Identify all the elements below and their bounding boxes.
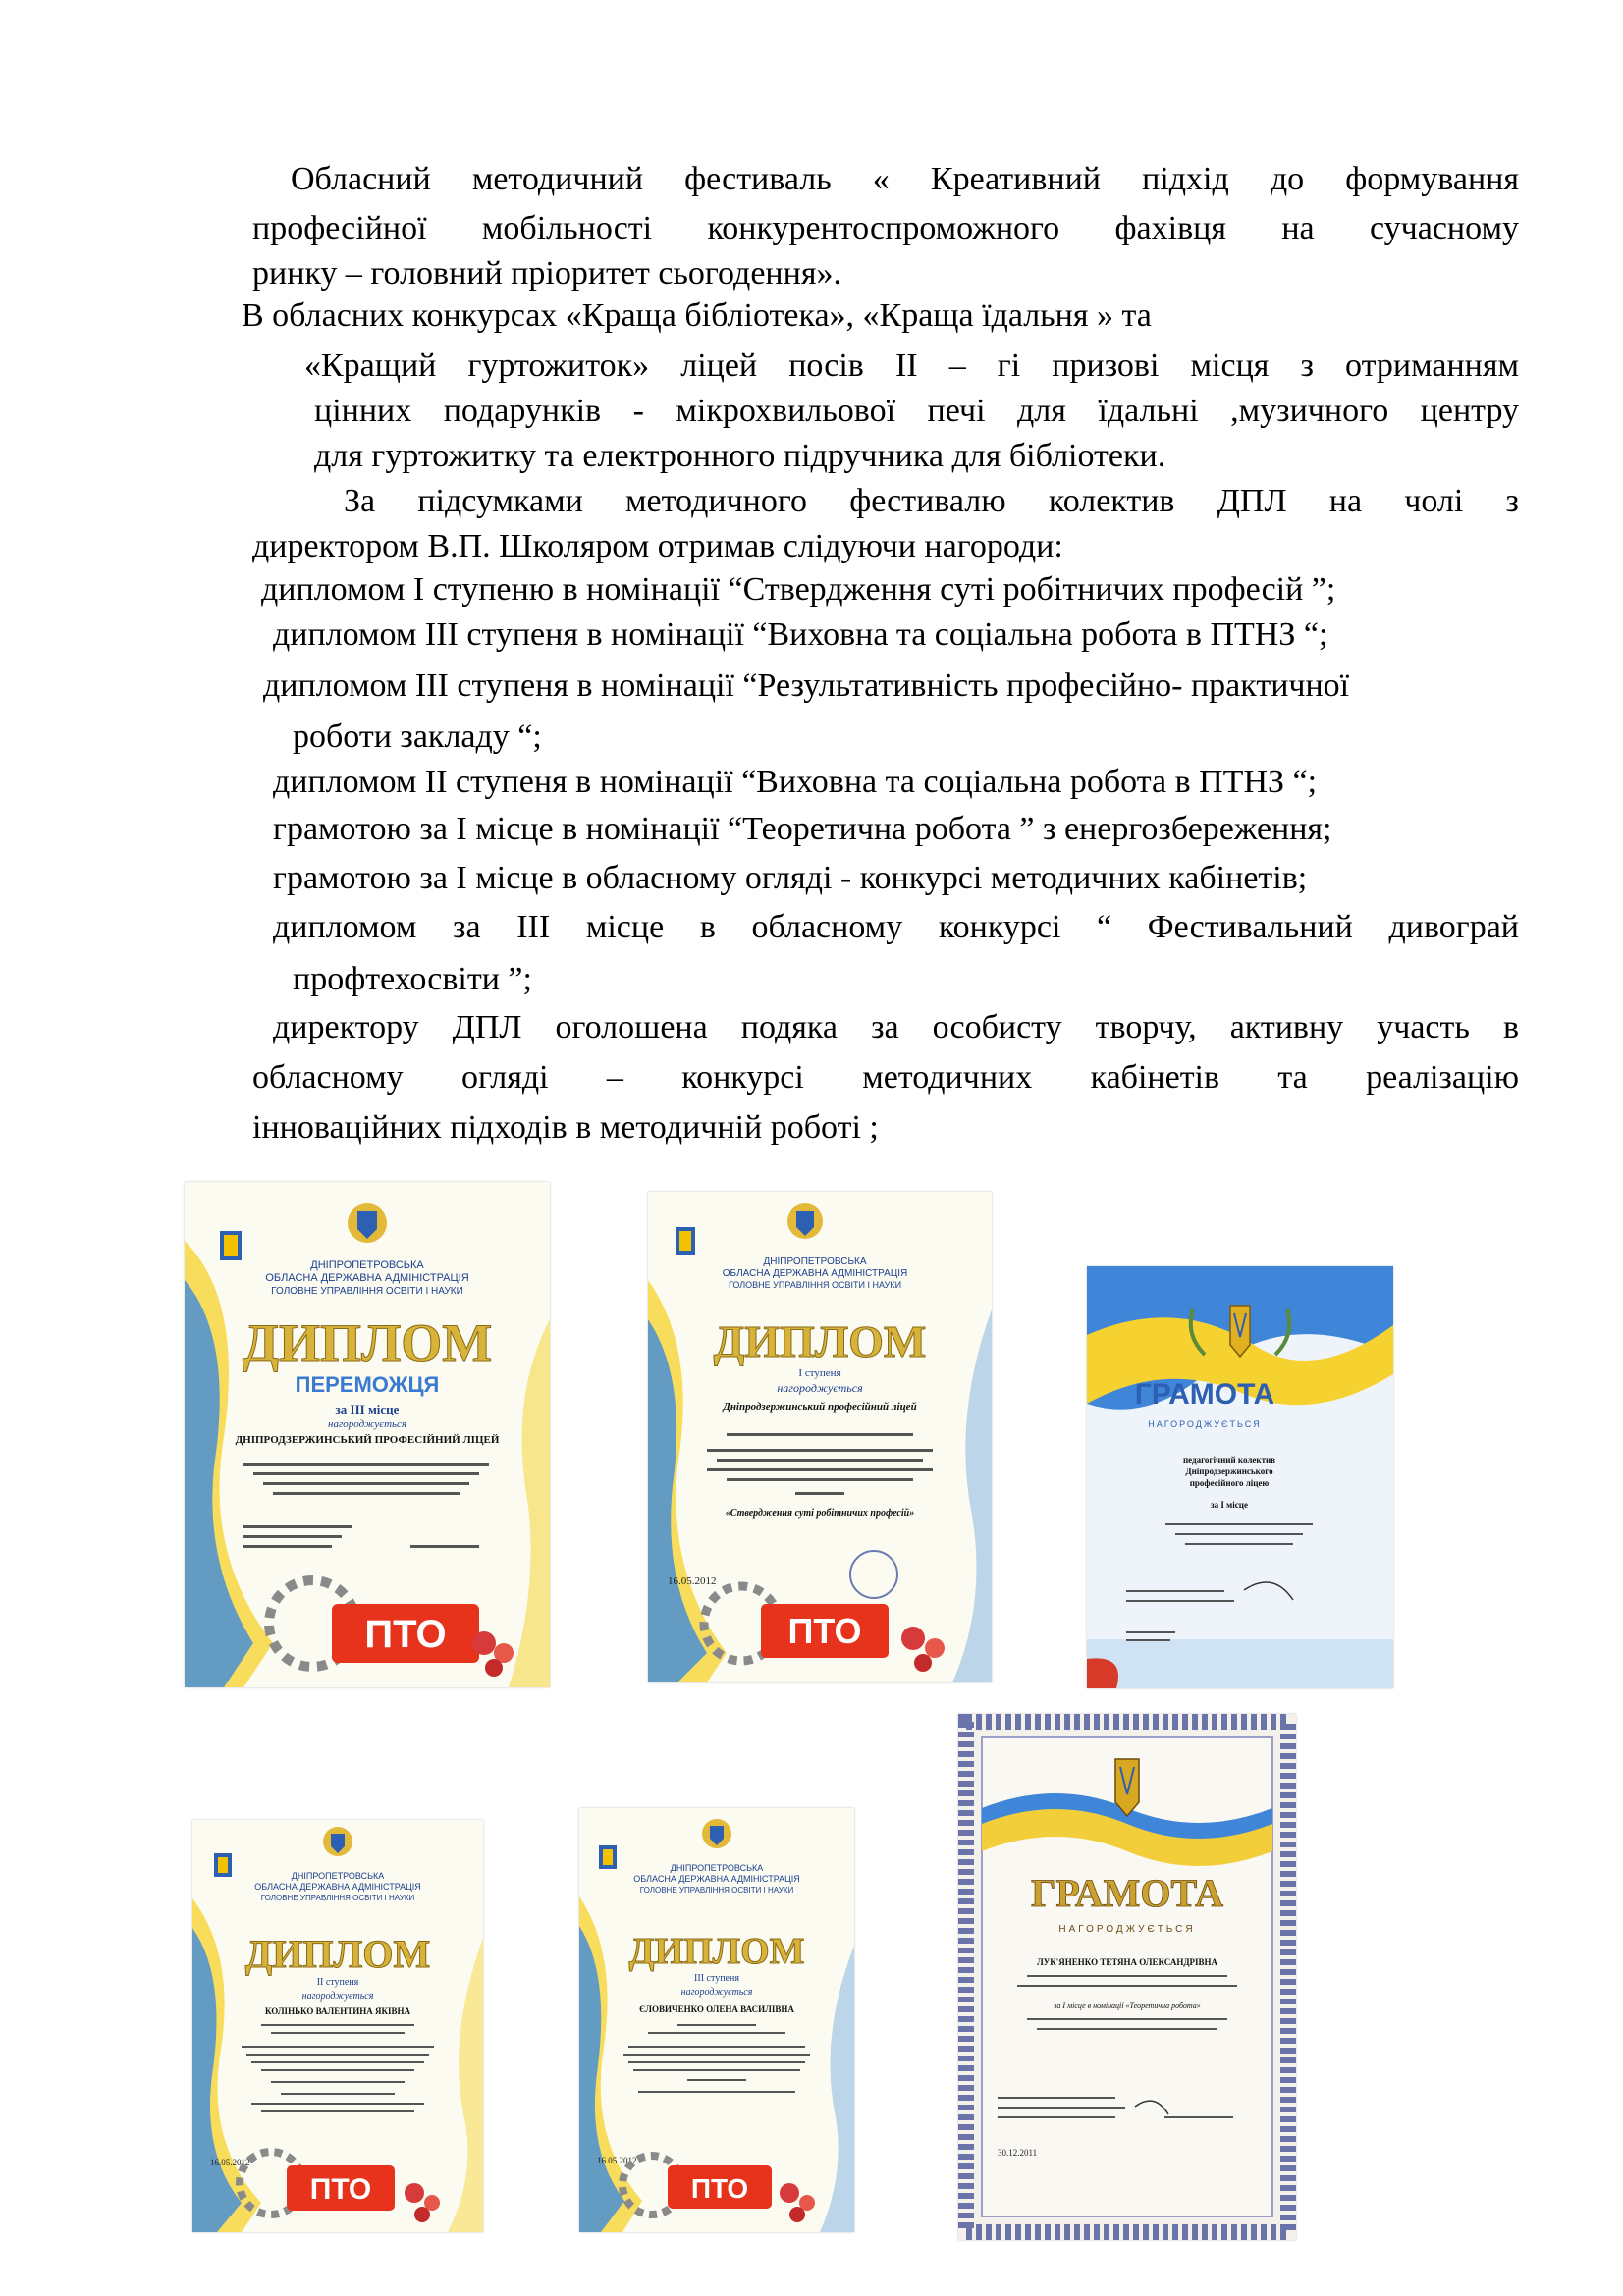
contests-line-3: цінних подарунків - мікрохвильової печі для їдальні ,музичного центру <box>314 393 1519 429</box>
cert-org-3: ГОЛОВНЕ УПРАВЛІННЯ ОСВІТИ І НАУКИ <box>271 1286 463 1297</box>
cert-subtitle: ПЕРЕМОЖЦЯ <box>295 1372 440 1397</box>
award-8-line-2: обласному огляді – конкурсі методичних кабінетів та реалізацію <box>252 1059 1519 1095</box>
cert-recipient-1: педагогічний колектив <box>1182 1455 1276 1465</box>
pto-badge: ПТО <box>364 1613 447 1656</box>
coat-of-arms-icon <box>787 1203 823 1239</box>
certificate-image <box>185 1182 550 1687</box>
pto-badge: ПТО <box>309 2173 372 2206</box>
cert-recipient: Дніпродзержинський професійний ліцей <box>723 1401 917 1413</box>
cert-title: ДИПЛОМ <box>713 1316 927 1366</box>
certificate-image <box>648 1192 992 1682</box>
certificate-image <box>958 1714 1296 2240</box>
coat-of-arms-icon <box>323 1827 352 1856</box>
trident-icon <box>1230 1306 1250 1357</box>
certificate-image <box>579 1808 854 2232</box>
award-4: дипломом ІІ ступеня в номінації “Виховна та соціальна робота в ПТНЗ “; <box>273 764 1318 800</box>
cert-recipient: ДНІПРОДЗЕРЖИНСЬКИЙ ПРОФЕСІЙНИЙ ЛІЦЕЙ <box>235 1434 500 1446</box>
cert-degree: ІІ ступеня <box>316 1977 359 1988</box>
cert-date: 16.05.2012 <box>210 2158 250 2167</box>
cert-verb: нагороджується <box>327 1418 407 1430</box>
cert-title: ДИПЛОМ <box>244 1932 431 1976</box>
cert-org-1: ДНІПРОПЕТРОВСЬКА <box>291 1871 385 1881</box>
cert-recipient-2: Дніпродзержинського <box>1185 1467 1273 1476</box>
cert-date: 16.05.2012 <box>668 1575 717 1587</box>
cert-org-2: ОБЛАСНА ДЕРЖАВНА АДМІНІСТРАЦІЯ <box>633 1874 800 1884</box>
cert-degree: за І місце в номінації «Теоретична робота» <box>1054 2002 1201 2010</box>
cert-degree: за ІІІ місце <box>335 1402 400 1416</box>
cert-verb: нагороджується <box>777 1381 863 1395</box>
award-3-line-2: роботи закладу “; <box>293 719 542 755</box>
contests-line-4: для гуртожитку та електронного підручника для бібліотеки. <box>314 438 1166 474</box>
festival-line-2: професійної мобільності конкурентоспроможного фахівця на сучасному <box>252 210 1519 246</box>
award-6: грамотою за І місце в обласному огляді - конкурсі методичних кабінетів; <box>273 860 1308 896</box>
festival-line-1: Обласний методичний фестиваль « Креативний підхід до формування <box>291 161 1519 197</box>
award-8-line-3: інноваційних підходів в методичній роботі ; <box>252 1109 879 1146</box>
cert-date: 16.05.2012 <box>597 2156 637 2165</box>
cert-org-3: ГОЛОВНЕ УПРАВЛІННЯ ОСВІТИ І НАУКИ <box>639 1886 794 1895</box>
cert-title: ГРАМОТА <box>1030 1871 1224 1915</box>
cert-org-3: ГОЛОВНЕ УПРАВЛІННЯ ОСВІТИ І НАУКИ <box>728 1280 902 1290</box>
intro-line-2: директором В.П. Школяром отримав слідуючи нагороди: <box>252 528 1063 564</box>
award-2: дипломом ІІІ ступеня в номінації “Виховна та соціальна робота в ПТНЗ “; <box>273 616 1328 653</box>
cert-title: ДИПЛОМ <box>242 1313 493 1372</box>
contests-line-1: В обласних конкурсах «Краща бібліотека», «Краща їдальня » та <box>242 297 1152 334</box>
cert-recipient: ЛУК'ЯНЕНКО ТЕТЯНА ОЛЕКСАНДРІВНА <box>1036 1957 1218 1967</box>
award-3-line-1: дипломом ІІІ ступеня в номінації “Результативність професійно- практичної <box>263 667 1350 704</box>
cert-date: 30.12.2011 <box>998 2148 1038 2158</box>
cert-verb: НАГОРОДЖУЄТЬСЯ <box>1148 1419 1262 1429</box>
intro-line-1: За підсумками методичного фестивалю колектив ДПЛ на чолі з <box>344 483 1519 519</box>
cert-org-2: ОБЛАСНА ДЕРЖАВНА АДМІНІСТРАЦІЯ <box>254 1882 421 1892</box>
coat-of-arms-icon <box>348 1203 387 1243</box>
cert-verb: НАГОРОДЖУЄТЬСЯ <box>1058 1924 1196 1935</box>
award-8-line-1: директору ДПЛ оголошена подяка за особисту творчу, активну участь в <box>273 1009 1519 1045</box>
award-7-line-2: профтехосвіти ”; <box>293 961 532 997</box>
cert-verb: нагороджується <box>680 1987 753 1998</box>
pto-badge: ПТО <box>787 1611 862 1651</box>
cert-degree: І ступеня <box>798 1367 841 1379</box>
cert-recipient: ЄЛОВИЧЕНКО ОЛЕНА ВАСИЛІВНА <box>639 2004 794 2014</box>
award-7-line-1: дипломом за ІІІ місце в обласному конкурсі “ Фестивальний дивограй <box>273 909 1519 945</box>
festival-line-3: ринку – головний пріоритет сьогодення». <box>252 255 841 292</box>
certificate-image <box>1087 1266 1393 1688</box>
cert-degree: ІІІ ступеня <box>694 1973 739 1984</box>
cert-org-1: ДНІПРОПЕТРОВСЬКА <box>310 1259 424 1271</box>
coat-of-arms-icon <box>702 1819 731 1848</box>
cert-org-1: ДНІПРОПЕТРОВСЬКА <box>670 1863 764 1873</box>
cert-org-1: ДНІПРОПЕТРОВСЬКА <box>763 1256 867 1267</box>
award-5: грамотою за І місце в номінації “Теоретична робота ” з енергозбереження; <box>273 811 1332 847</box>
cert-title: ГРАМОТА <box>1134 1378 1275 1411</box>
cert-verb: нагороджується <box>301 1991 374 2002</box>
trident-icon <box>1115 1759 1139 1816</box>
cert-recipient: КОЛІНЬКО ВАЛЕНТИНА ЯКІВНА <box>265 2006 410 2016</box>
cert-title: ДИПЛОМ <box>628 1931 805 1972</box>
certificate-image <box>192 1820 483 2232</box>
cert-org-2: ОБЛАСНА ДЕРЖАВНА АДМІНІСТРАЦІЯ <box>722 1268 908 1279</box>
cert-org-2: ОБЛАСНА ДЕРЖАВНА АДМІНІСТРАЦІЯ <box>265 1272 469 1284</box>
cert-degree: за І місце <box>1211 1500 1248 1510</box>
contests-line-2: «Кращий гуртожиток» ліцей посів ІІ – гі призові місця з отриманням <box>304 347 1519 384</box>
cert-recipient-3: професійного ліцею <box>1189 1478 1270 1488</box>
cert-nomination: «Ствердження суті робітничих професій» <box>725 1508 915 1519</box>
pto-badge: ПТО <box>690 2173 749 2204</box>
cert-org-3: ГОЛОВНЕ УПРАВЛІННЯ ОСВІТИ І НАУКИ <box>260 1894 415 1902</box>
award-1: дипломом І ступеню в номінації “Ствердження суті робітничих професій ”; <box>261 571 1336 608</box>
